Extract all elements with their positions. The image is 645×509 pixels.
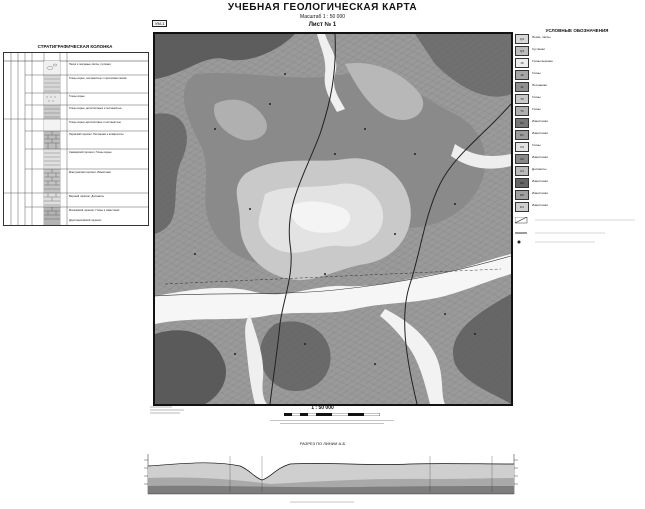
- legend-text: Глины: [532, 107, 541, 111]
- geological-cross-section[interactable]: [140, 452, 522, 496]
- bottom-scale-label: 1 : 50 000: [311, 405, 334, 411]
- map-graphic: [155, 34, 511, 404]
- legend-code: C3: [520, 145, 524, 149]
- section-scale-line: [290, 500, 354, 504]
- strat-row-text: Мантуанский горизонт. Известняки: [69, 171, 111, 174]
- legend-code: P2: [520, 121, 524, 125]
- legend-swatch: [515, 154, 529, 164]
- legend-item: [515, 153, 639, 164]
- legend-swatch: [515, 142, 529, 152]
- legend-swatch: [515, 106, 529, 116]
- legend-swatch: [515, 82, 529, 92]
- legend-item: [515, 57, 639, 68]
- legend-code: J1: [520, 85, 524, 89]
- legend-swatch: [515, 190, 529, 200]
- legend-code: J3: [520, 61, 524, 65]
- strat-row-text: Глины серые аргиллитовые и песчанистые: [69, 121, 121, 124]
- sheet-code-badge: УМ-1: [152, 20, 167, 27]
- legend-item: [515, 201, 639, 212]
- geological-map[interactable]: [153, 32, 513, 406]
- strat-descriptions: [69, 63, 147, 227]
- strat-row-text: Пески и песчаные лёссы, суглинки: [69, 63, 111, 66]
- legend-code: D1: [520, 205, 524, 209]
- strat-column: [3, 52, 149, 226]
- map-legend: [513, 33, 641, 245]
- legend-title: УСЛОВНЫЕ ОБОЗНАЧЕНИЯ: [545, 28, 609, 33]
- legend-code: C1: [520, 169, 524, 173]
- legend-text: Известняки: [532, 119, 548, 123]
- map-scale-label: Масштаб 1 : 50 000: [299, 14, 346, 20]
- legend-code: C2: [520, 157, 524, 161]
- strat-row-text: Дорогомиловский горизонт: [69, 219, 102, 222]
- legend-swatch: [515, 34, 529, 44]
- strat-row-text: Пермский горизонт. Песчаники и алевролиты: [69, 133, 124, 136]
- legend-code: T1: [520, 109, 524, 113]
- legend-item: [515, 93, 639, 104]
- legend-swatch: [515, 70, 529, 80]
- sheet-number: Лист № 1: [308, 22, 337, 28]
- legend-item: [515, 165, 639, 176]
- legend-text: Пески, лёссы: [532, 35, 551, 39]
- legend-item: [515, 117, 639, 128]
- legend-swatch: [515, 166, 529, 176]
- strat-row-text: Глины серые, аргиллитовые и песчанистые: [69, 107, 122, 110]
- legend-text: Глины верхние: [532, 59, 553, 63]
- legend-text: Песчаники: [532, 83, 547, 87]
- legend-swatch: [515, 118, 529, 128]
- legend-text: Известняки: [532, 131, 548, 135]
- legend-item: [515, 105, 639, 116]
- legend-text: Известняки: [532, 179, 548, 183]
- legend-code: D2: [520, 193, 524, 197]
- strat-row-text: Московский горизонт. Глины и известняки: [69, 209, 120, 212]
- strat-row-text: Верхний горизонт. Доломиты: [69, 195, 104, 198]
- scale-caption-lines: [270, 419, 394, 425]
- legend-text: Глины: [532, 71, 541, 75]
- map-title: УЧЕБНАЯ ГЕОЛОГИЧЕСКАЯ КАРТА: [227, 2, 418, 13]
- legend-code: T2: [520, 97, 524, 101]
- legend-code: P1: [520, 133, 524, 137]
- strat-row-text: Сакмарский горизонт. Глины серые: [69, 151, 112, 154]
- legend-text: Глины: [532, 143, 541, 147]
- legend-item: [515, 45, 639, 56]
- strat-column-title: СТРАТИГРАФИЧЕСКАЯ КОЛОНКА: [37, 44, 113, 49]
- legend-symbols: [515, 217, 639, 245]
- legend-swatch: [515, 202, 529, 212]
- legend-text: Известняки: [532, 155, 548, 159]
- legend-code: D3: [520, 181, 524, 185]
- legend-code: Q3: [519, 49, 524, 53]
- legend-swatch: [515, 178, 529, 188]
- legend-swatch: [515, 58, 529, 68]
- legend-swatch: [515, 130, 529, 140]
- section-title: РАЗРЕЗ ПО ЛИНИИ А-Б: [299, 441, 346, 446]
- strat-row-text: Глины серые: [69, 95, 85, 98]
- legend-item: [515, 141, 639, 152]
- legend-item: [515, 33, 639, 44]
- legend-text: Глины: [532, 95, 541, 99]
- cross-section-graphic: [140, 452, 522, 496]
- legend-item: [515, 129, 639, 140]
- legend-code: J2: [520, 73, 524, 77]
- legend-swatch: [515, 46, 529, 56]
- legend-text: Известняки: [532, 191, 548, 195]
- legend-item: [515, 189, 639, 200]
- legend-text: Доломиты: [532, 167, 547, 171]
- legend-item: [515, 69, 639, 80]
- legend-text: Суглинки: [532, 47, 545, 51]
- legend-swatch: [515, 94, 529, 104]
- legend-item: [515, 177, 639, 188]
- strat-row-text: Глины серые, песчанистые с прослоями песков: [69, 77, 127, 80]
- legend-item: [515, 81, 639, 92]
- legend-text: Известняки: [532, 203, 548, 207]
- scale-bar: [284, 413, 380, 416]
- legend-code: Q4: [519, 37, 524, 41]
